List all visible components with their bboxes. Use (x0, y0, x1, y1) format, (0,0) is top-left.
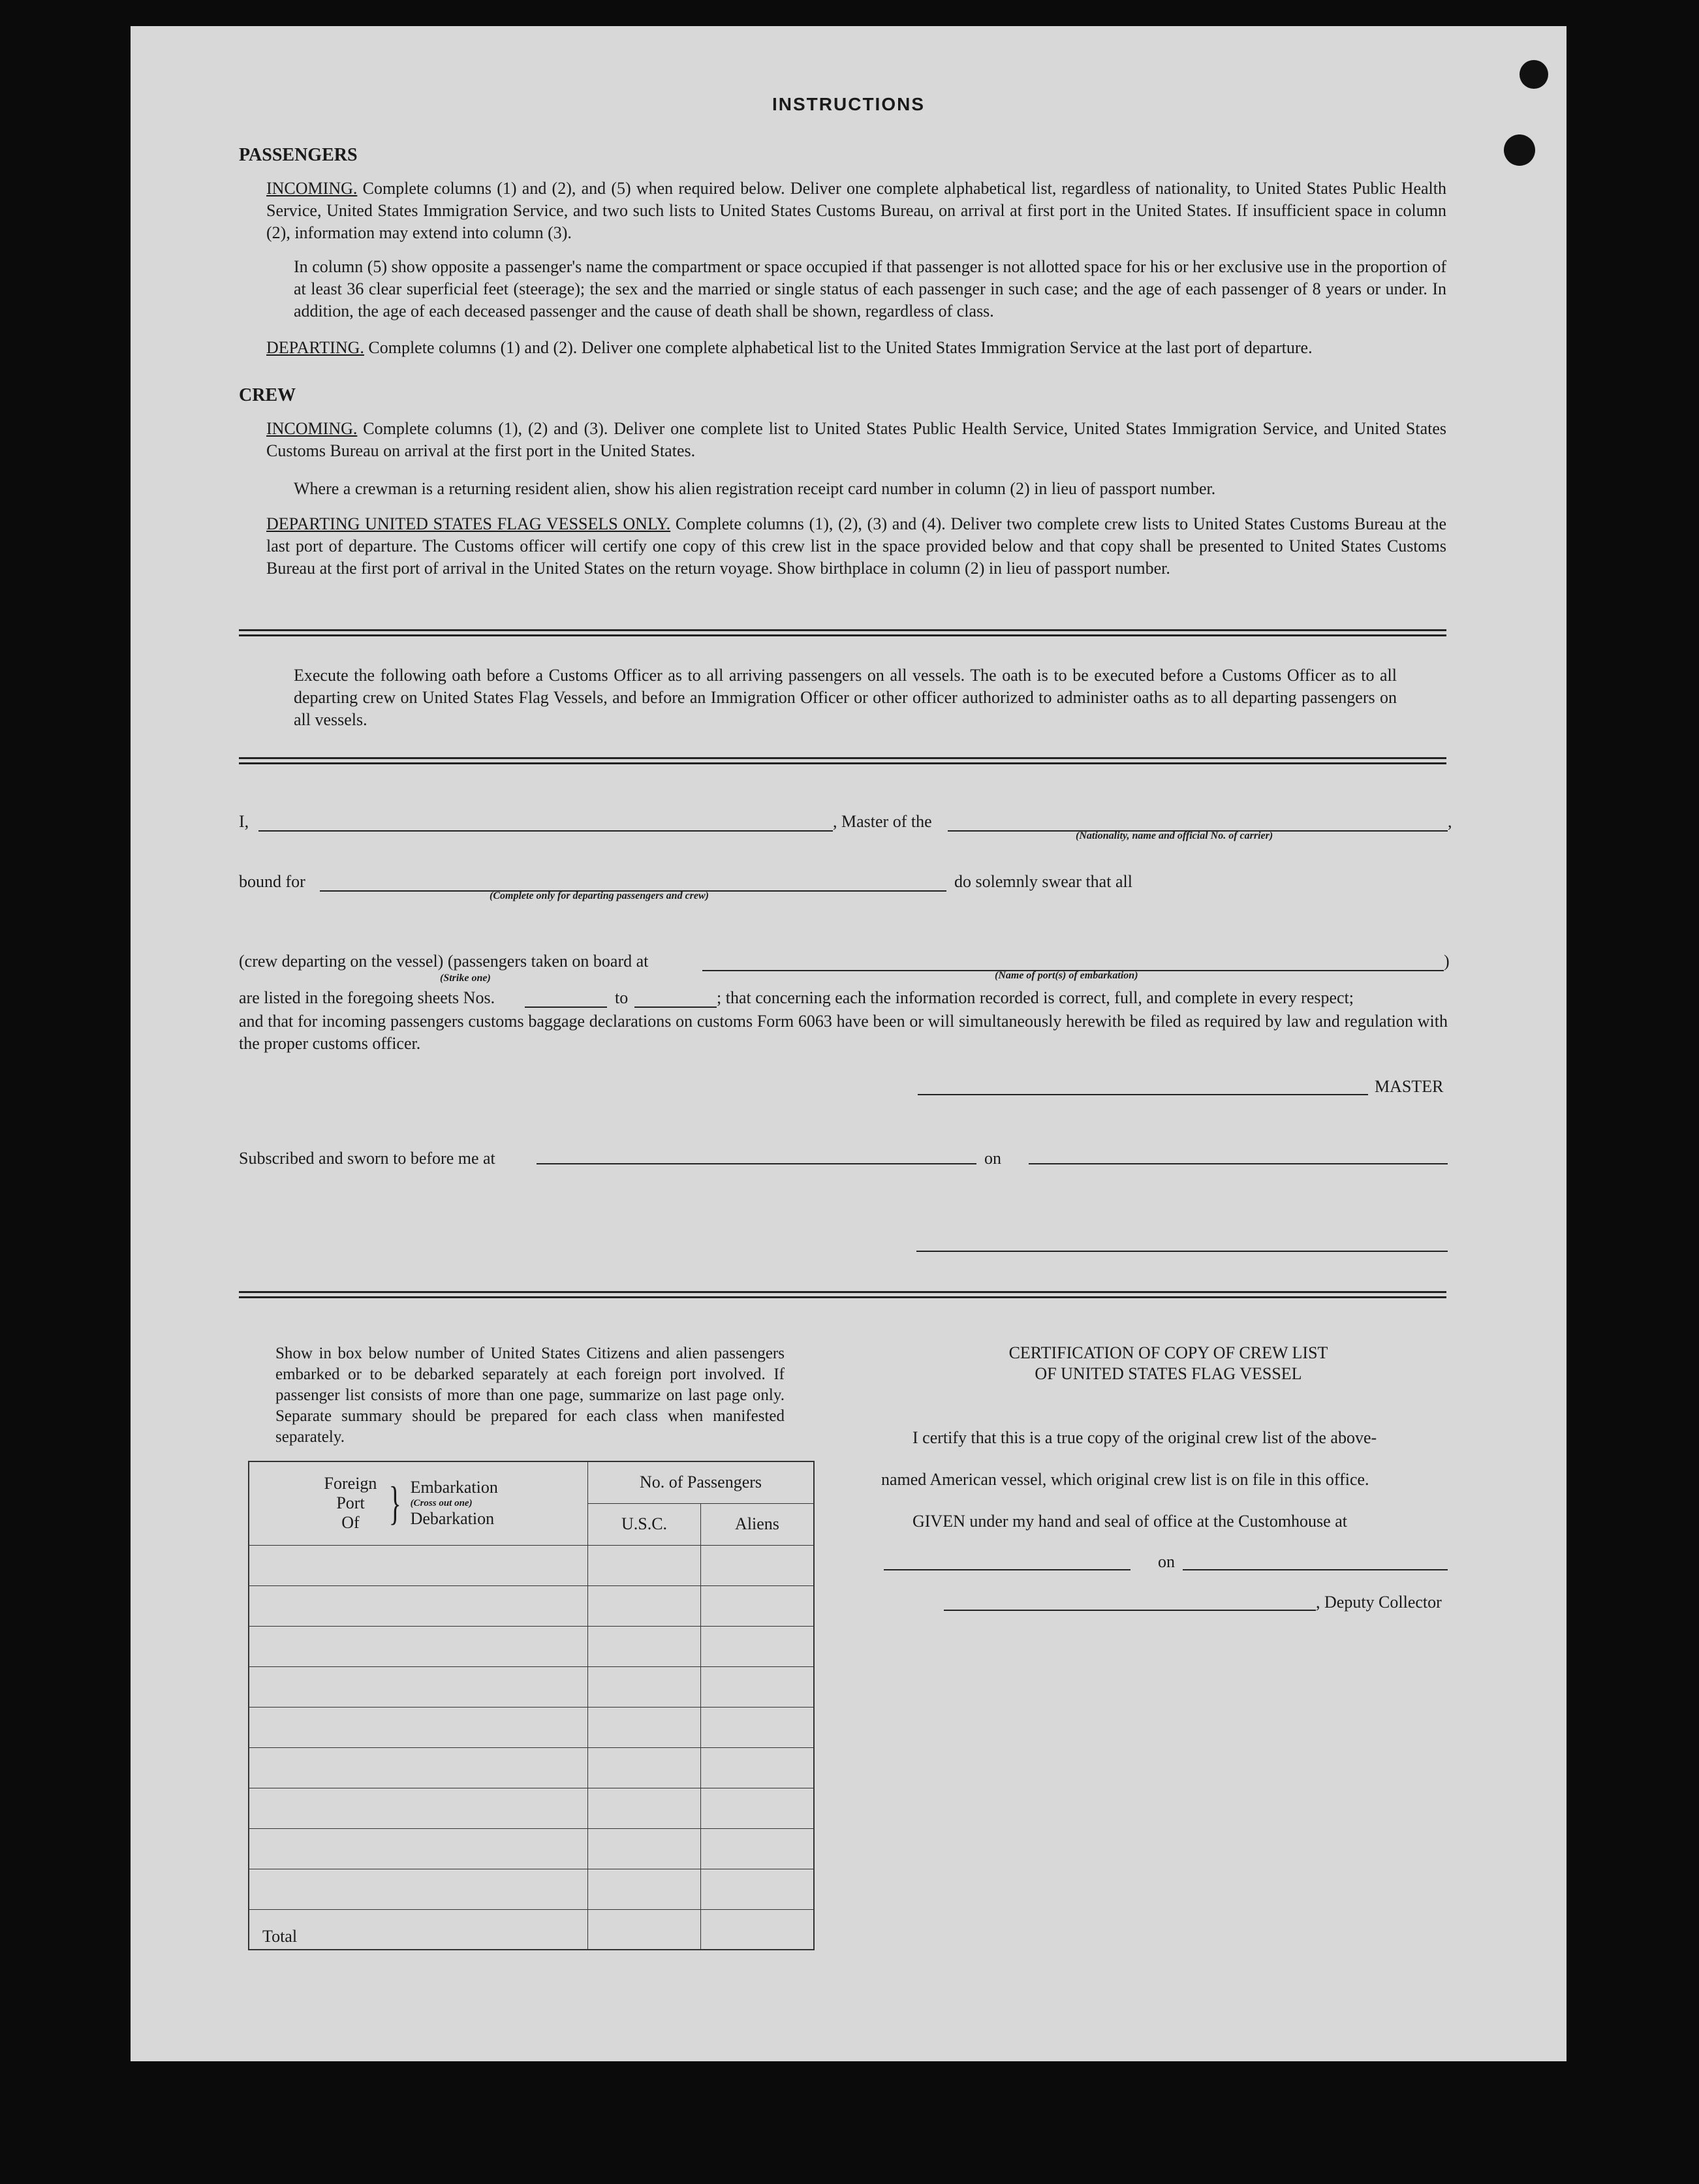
listed-to-label: to (615, 988, 629, 1007)
brace-glyph: } (388, 1477, 401, 1530)
crew-heading: CREW (239, 385, 296, 405)
sheet-to-field[interactable] (634, 1006, 717, 1008)
table-row (249, 1707, 814, 1747)
swear-label: do solemnly swear that all (954, 872, 1132, 891)
strike-one-caption: (Strike one) (440, 973, 491, 984)
page-title: INSTRUCTIONS (772, 94, 925, 114)
certification-line-3: GIVEN under my hand and seal of office at the Customhouse at (912, 1512, 1347, 1531)
crew-incoming-label: INCOMING. (266, 419, 358, 438)
certification-on-label: on (1158, 1552, 1175, 1571)
subscribed-place-field[interactable] (537, 1163, 976, 1164)
certification-line-2: named American vessel, which original crew list is on file in this office. (881, 1470, 1369, 1489)
officer-signature-field[interactable] (916, 1251, 1448, 1252)
subscribed-label: Subscribed and sworn to before me at (239, 1149, 495, 1168)
section-divider (239, 1291, 1446, 1298)
crew-departing-paragraph (266, 513, 1446, 580)
master-label: MASTER (1375, 1077, 1444, 1096)
oath-i-label: I, (239, 812, 249, 831)
crew-departing-text: Complete columns (1), (2), (3) and (4). Deliver two complete crew lists to United States Customs Bureau at the last port of departure. The Customs officer will certify one copy of this crew list in the space provided below and that copy shall be presented to United States Customs Bureau at the first port of arrival in the United States on the return voyage. Show birthplace in column (2) in lieu of passport number. (266, 514, 1447, 578)
passengers-incoming-label: INCOMING. (266, 179, 358, 198)
trailing-comma: , (1448, 812, 1452, 831)
passengers-departing-text: Complete columns (1) and (2). Deliver one complete alphabetical list to the United States Immigration Service at the last port of departure. (368, 338, 1313, 357)
col-debarkation: Debarkation (410, 1509, 495, 1529)
usc-header: U.S.C. (588, 1503, 701, 1545)
master-name-field[interactable] (258, 830, 833, 832)
crew-passengers-label: (crew departing on the vessel) (passengers taken on board at (239, 952, 649, 971)
certification-line-1: I certify that this is a true copy of the original crew list of the above- (912, 1428, 1377, 1447)
table-row (249, 1869, 814, 1909)
section-divider (239, 629, 1446, 636)
summary-instructions: Show in box below number of United States Citizens and alien passengers embarked or to be debarked separately at each foreign port involved. If passenger list consists of more than one page, summarize on last page only. Separate summary should be prepared for each class when manifested separately. (275, 1345, 785, 1446)
total-row (249, 1909, 814, 1950)
certification-date-field[interactable] (1183, 1569, 1448, 1570)
close-paren: ) (1444, 952, 1450, 971)
listed-label: are listed in the foregoing sheets Nos. (239, 988, 495, 1007)
listed-text: ; that concerning each the information recorded is correct, full, and complete in every respect; (717, 988, 1354, 1007)
col-foreign: Foreign (324, 1474, 377, 1493)
master-of-label: , Master of the (833, 812, 932, 831)
table-row (249, 1626, 814, 1666)
total-label: Total (249, 1909, 588, 1950)
crew-incoming-text: Complete columns (1), (2) and (3). Deliver one complete list to United States Public Health Service, United States Immigration Service, and United States Customs Bureau on arrival at the first port in the United States. (266, 419, 1447, 460)
table-row (249, 1828, 814, 1869)
crew-incoming-paragraph (266, 418, 1446, 462)
bound-for-caption: (Complete only for departing passengers and crew) (490, 890, 709, 901)
oath-instructions: Execute the following oath before a Customs Officer as to all arriving passengers on all vessels. The oath is to be executed before a Customs Officer as to all departing crew on United States Flag Vessels, and before an Immigration Officer or other officer authorized to administer oaths as to all departing passengers on all vessels. (294, 666, 1397, 729)
aliens-header: Aliens (701, 1503, 815, 1545)
nationality-caption: (Nationality, name and official No. of carrier) (1076, 830, 1273, 841)
master-signature-field[interactable] (918, 1094, 1368, 1095)
passengers-incoming-paragraph (266, 178, 1446, 244)
table-row (249, 1545, 814, 1585)
table-row (249, 1788, 814, 1828)
ports-caption: (Name of port(s) of embarkation) (995, 970, 1138, 981)
passengers-incoming-text: Complete columns (1) and (2), and (5) when required below. Deliver one complete alphabetical list, regardless of nationality, to United States Public Health Service, United States Immigration Service, and two such lists to United States Customs Bureau, on arrival at first port in the United States. If insufficient space in column (2), information may extend into column (3). (266, 179, 1446, 242)
deputy-collector-label: , Deputy Collector (1316, 1593, 1442, 1612)
subscribed-on-label: on (984, 1149, 1001, 1168)
punch-hole (1504, 134, 1535, 166)
section-divider (239, 757, 1446, 764)
col-of: Of (341, 1513, 360, 1533)
deputy-signature-field[interactable] (944, 1610, 1316, 1611)
table-row (249, 1747, 814, 1788)
customhouse-field[interactable] (884, 1569, 1130, 1570)
listed-text-continued: and that for incoming passengers customs baggage declarations on customs Form 6063 have been or will simultaneously herewith be filed as required by law and regulation with the proper customs officer. (239, 1012, 1448, 1053)
table-row (249, 1666, 814, 1707)
no-passengers-header: No. of Passengers (588, 1461, 815, 1503)
bound-for-label: bound for (239, 872, 305, 891)
certification-heading-2: OF UNITED STATES FLAG VESSEL (1035, 1364, 1302, 1383)
punch-hole (1520, 60, 1548, 89)
col-embarkation: Embarkation (410, 1478, 498, 1497)
passenger-summary-table (248, 1461, 815, 1950)
passengers-column5-paragraph: In column (5) show opposite a passenger's name the compartment or space occupied if that passenger is not allotted space for his or her exclusive use in the proportion of at least 36 clear superficial feet (steerage); the sex and the married or single status of each passenger in such case; and the age of each passenger of 8 years or under. In addition, the age of each deceased passenger and the cause of death shall be shown, regardless of class. (294, 257, 1446, 320)
crew-alien-paragraph: Where a crewman is a returning resident alien, show his alien registration receipt card number in column (2) in lieu of passport number. (294, 479, 1216, 498)
table-row (249, 1585, 814, 1626)
port-header-cell (249, 1461, 588, 1545)
subscribed-date-field[interactable] (1029, 1163, 1448, 1164)
passengers-heading: PASSENGERS (239, 145, 358, 165)
col-cross-out: (Cross out one) (410, 1498, 473, 1509)
passengers-departing-paragraph (266, 337, 1446, 359)
certification-heading-1: CERTIFICATION OF COPY OF CREW LIST (1008, 1343, 1328, 1362)
form-page (131, 26, 1567, 2061)
crew-departing-label: DEPARTING UNITED STATES FLAG VESSELS ONLY. (266, 514, 671, 533)
passengers-departing-label: DEPARTING. (266, 338, 364, 357)
sheet-from-field[interactable] (525, 1006, 607, 1008)
col-port: Port (336, 1493, 365, 1513)
